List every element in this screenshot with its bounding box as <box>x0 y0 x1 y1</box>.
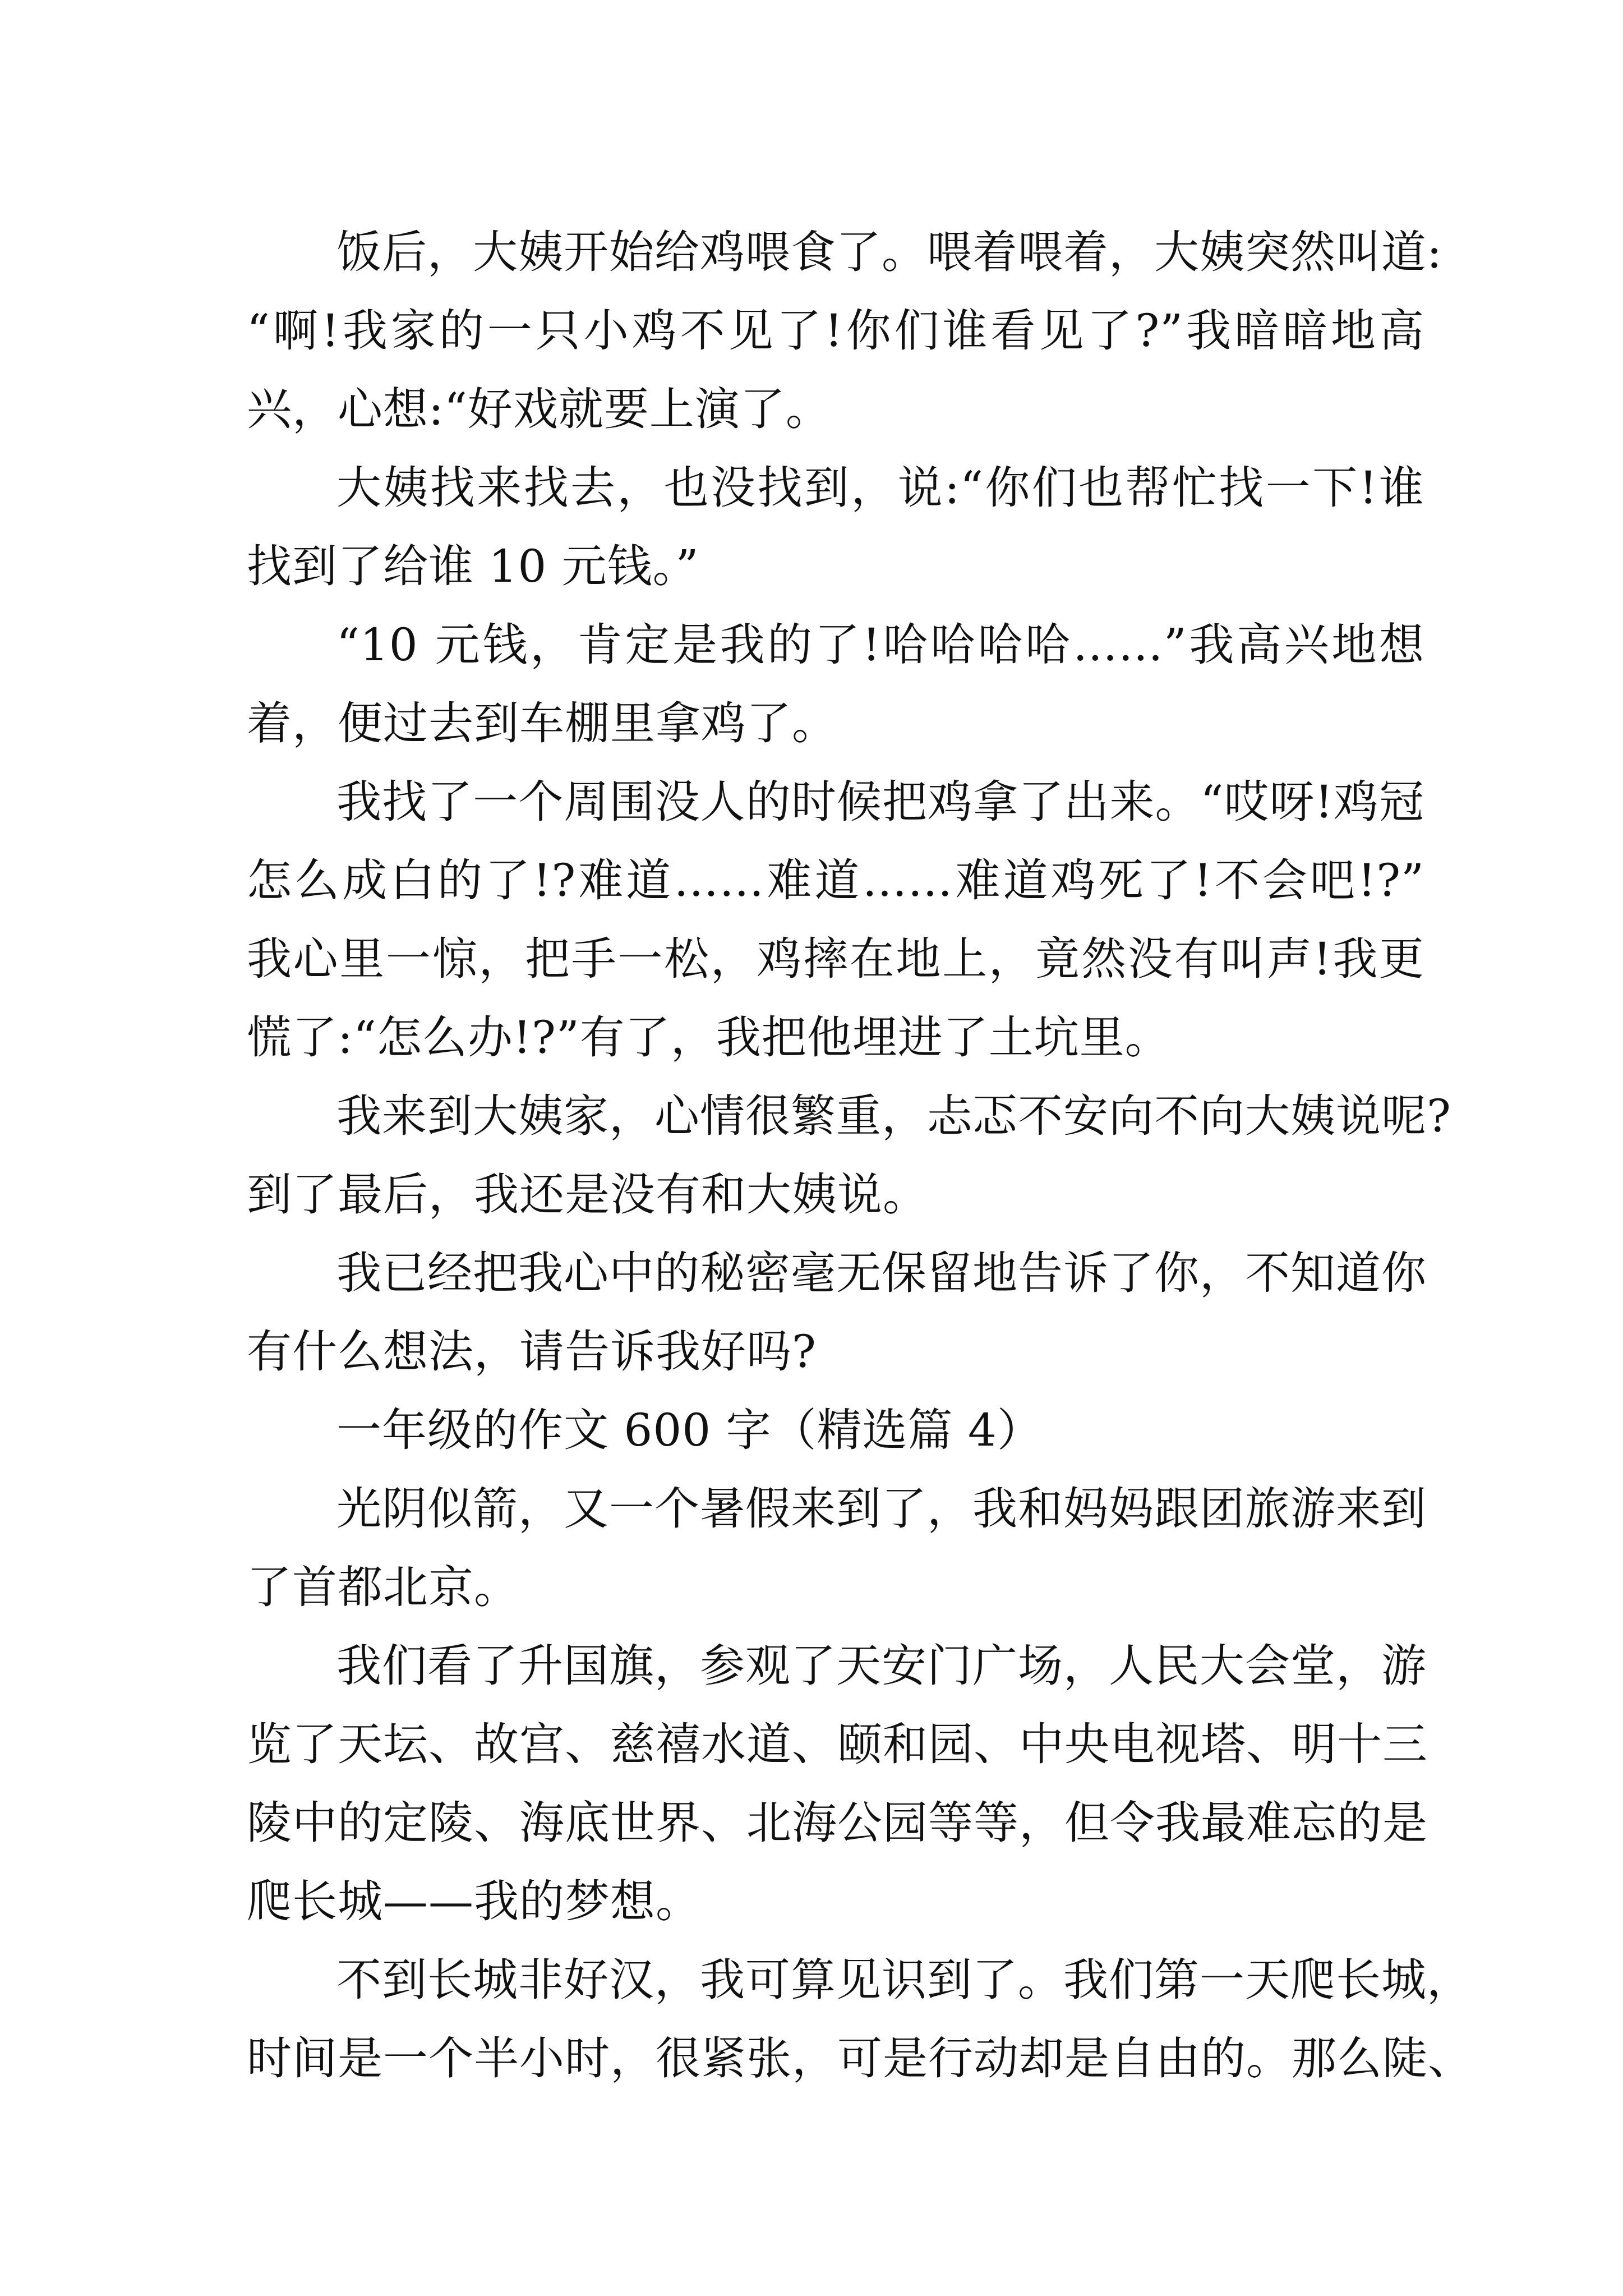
text-line: 我找了一个周围没人的时候把鸡拿了出来。“哎呀!鸡冠 <box>336 776 1424 828</box>
text-line: “10 元钱，肯定是我的了!哈哈哈哈……”我高兴地想 <box>336 619 1424 671</box>
text-line: 爬长城——我的梦想。 <box>247 1875 701 1927</box>
text-line: 了首都北京。 <box>247 1561 519 1613</box>
text-line: 到了最后，我还是没有和大姨说。 <box>247 1168 928 1221</box>
text-line: 陵中的定陵、海底世界、北海公园等等，但令我最难忘的是 <box>247 1797 1428 1849</box>
text-line: 我来到大姨家，心情很繁重，忐忑不安向不向大姨说呢? <box>336 1090 1451 1142</box>
text-line: 饭后，大姨开始给鸡喂食了。喂着喂着，大姨突然叫道: <box>336 226 1442 278</box>
text-line: 找到了给谁 10 元钱。” <box>247 540 699 592</box>
text-line: 不到长城非好汉，我可算见识到了。我们第一天爬长城， <box>336 1954 1472 2006</box>
text-line: 慌了:“怎么办!?”有了，我把他埋进了土坑里。 <box>247 1011 1170 1064</box>
text-line: 我已经把我心中的秘密毫无保留地告诉了你，不知道你 <box>336 1247 1427 1299</box>
text-line: 怎么成白的了!?难道……难道……难道鸡死了!不会吧!?” <box>247 854 1424 907</box>
text-line: 光阴似箭，又一个暑假来到了，我和妈妈跟团旅游来到 <box>336 1483 1427 1535</box>
text-line: “啊!我家的一只小鸡不见了!你们谁看见了?”我暗暗地高 <box>247 305 1424 357</box>
section-heading: 一年级的作文 600 字（精选篇 4） <box>336 1404 1043 1456</box>
text-line: 有什么想法，请告诉我好吗? <box>247 1326 817 1378</box>
text-line: 着，便过去到车棚里拿鸡了。 <box>247 697 837 749</box>
text-line: 兴，心想:“好戏就要上演了。 <box>247 383 831 435</box>
text-line: 我心里一惊，把手一松，鸡摔在地上，竟然没有叫声!我更 <box>247 933 1424 985</box>
text-line: 我们看了升国旗，参观了天安门广场，人民大会堂，游 <box>336 1640 1427 1692</box>
text-line: 大姨找来找去，也没找到，说:“你们也帮忙找一下!谁 <box>336 462 1424 514</box>
text-line: 时间是一个半小时，很紧张，可是行动却是自由的。那么陡、 <box>247 2032 1473 2085</box>
text-line: 览了天坛、故宫、慈禧水道、颐和园、中央电视塔、明十三 <box>247 1718 1428 1770</box>
